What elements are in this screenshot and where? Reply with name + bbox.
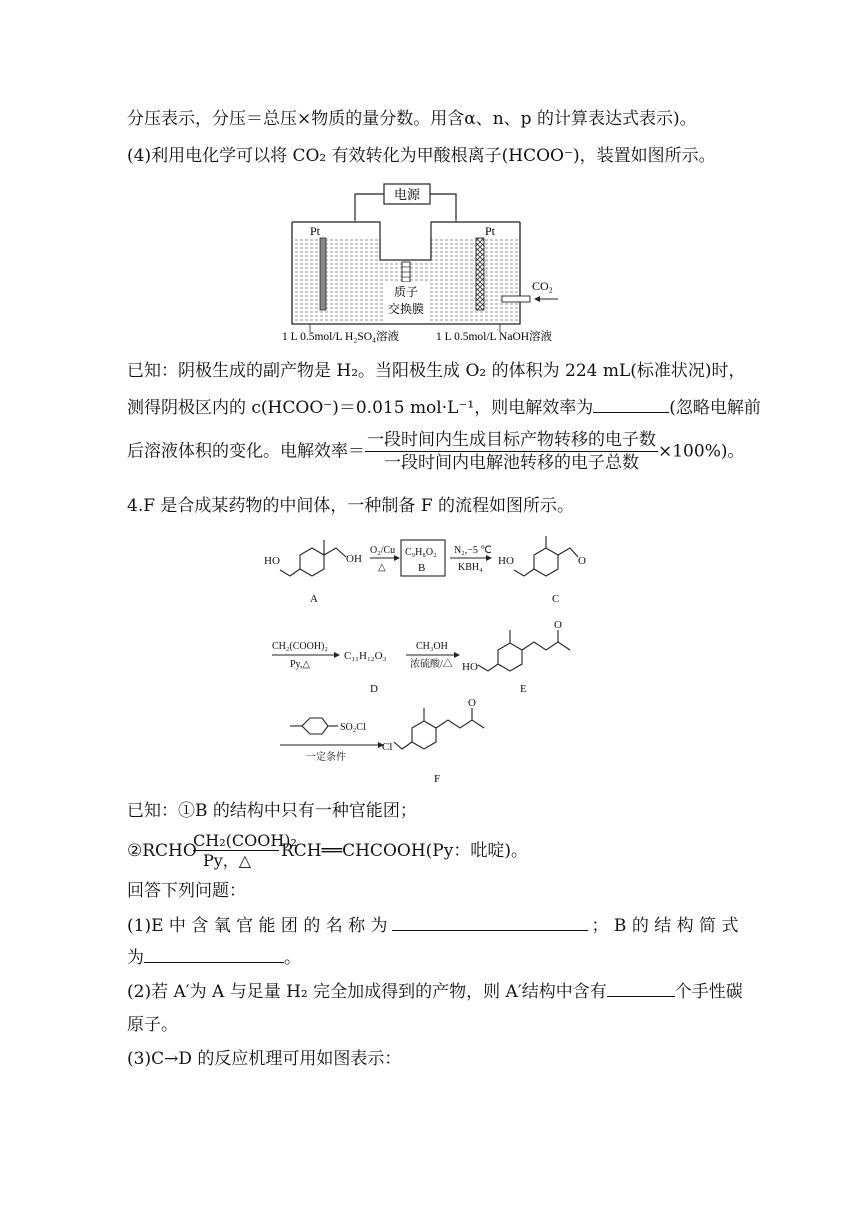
power-label: 电源 [393, 187, 421, 202]
compound-c-label: C [552, 593, 560, 605]
reagent-label: 浓硫酸/△ [410, 659, 453, 670]
answer-blank[interactable] [144, 946, 284, 963]
text-segment: (2)若 A′为 A 与足量 H₂ 完全加成得到的产物，则 A′结构中含有 [127, 982, 607, 1002]
cathode-electrode [476, 238, 484, 310]
text-line: 回答下列问题： [127, 881, 246, 901]
reagent-label: Py,△ [290, 659, 311, 670]
ho-label: HO [498, 555, 514, 567]
reagent-label: N₂,−5 ℃ [454, 545, 492, 556]
electrolysis-cell-diagram [280, 182, 590, 344]
fraction-denominator: 一段时间内电解池转移的电子总数 [384, 453, 639, 473]
reagent-label: △ [378, 562, 386, 573]
compound-b-formula: C₉H₈O₂ [405, 547, 437, 558]
ho-label: HO [462, 661, 478, 673]
cl-label: Cl [382, 741, 393, 753]
text-line: 分压表示，分压＝总压×物质的量分数。用含α、n、p 的计算表达式表示)。 [127, 109, 697, 129]
reagent-label: KBH₄ [458, 562, 483, 573]
o-label: O [554, 619, 562, 631]
text-segment: ②RCHO [127, 841, 197, 861]
synthesis-scheme [262, 530, 602, 788]
compound-e-label: E [520, 683, 527, 695]
text-segment: 。 [284, 948, 301, 968]
efficiency-fraction [365, 430, 658, 473]
reagent-label: CH₃OH [416, 641, 448, 652]
co2-label: CO₂ [532, 279, 553, 293]
right-solution-label: 1 L 0.5mol/L NaOH溶液 [436, 331, 553, 343]
text-line [127, 980, 743, 1003]
reagent-label: O₂/Cu [370, 545, 396, 556]
o-label: O [578, 555, 586, 567]
text-line [127, 914, 739, 937]
reagent-label: SO₂Cl [340, 722, 366, 733]
compound-a-label: A [310, 593, 318, 605]
text-line: 原子。 [127, 1015, 178, 1035]
text-line [127, 946, 301, 969]
pt-left-label: Pt [310, 224, 321, 238]
question-heading: 4.F 是合成某药物的中间体，一种制备 F 的流程如图所示。 [127, 496, 575, 516]
reaction-condition-top: CH₂(COOH)₂ [193, 831, 297, 850]
oh-label: OH [346, 553, 362, 565]
reaction-condition-bottom: Py，△ [203, 851, 252, 870]
membrane-label: 交换膜 [387, 302, 425, 316]
ho-label: HO [264, 555, 280, 567]
o-label: O [468, 697, 476, 709]
anode-electrode [320, 238, 326, 310]
text-line: (4)利用电化学可以将 CO₂ 有效转化为甲酸根离子(HCOO⁻)，装置如图所示。 [127, 146, 716, 166]
pt-right-label: Pt [485, 224, 496, 238]
text-segment: 测得阴极区内的 c(HCOO⁻)＝0.015 mol·L⁻¹，则电解效率为 [127, 398, 594, 418]
text-segment: 个手性碳 [674, 982, 743, 1002]
compound-d-formula: C₁₁H₁₂O₃ [344, 650, 387, 662]
text-segment: (1)E 中 含 氧 官 能 团 的 名 称 为 [127, 916, 388, 936]
compound-f-label: F [434, 773, 441, 785]
text-segment: 后溶液体积的变化。电解效率＝ [127, 441, 365, 462]
text-line: (3)C→D 的反应机理可用如图表示： [127, 1049, 402, 1069]
text-segment: ×100%)。 [658, 441, 745, 462]
reagent-label: 一定条件 [306, 752, 346, 763]
answer-blank[interactable] [593, 396, 669, 413]
compound-b-label: B [418, 562, 426, 574]
text-line [127, 430, 744, 473]
text-segment: RCH══CHCOOH(Py：吡啶)。 [281, 841, 528, 861]
text-segment: (忽略电解前 [669, 398, 761, 418]
left-solution-label: 1 L 0.5mol/L H₂SO₄溶液 [282, 331, 400, 343]
text-segment: 为 [127, 948, 144, 968]
membrane-label: 质子 [393, 285, 419, 299]
text-line: 已知：阴极生成的副产物是 H₂。当阳极生成 O₂ 的体积为 224 mL(标准状况)时， [127, 361, 746, 381]
answer-blank[interactable] [392, 914, 588, 931]
answer-blank[interactable] [607, 980, 675, 997]
text-line: 已知：①B 的结构中只有一种官能团； [127, 801, 417, 821]
fraction-numerator: 一段时间内生成目标产物转移的电子数 [367, 430, 656, 450]
reagent-label: CH₂(COOH)₂ [272, 641, 328, 652]
compound-d-label: D [370, 683, 378, 695]
text-line [127, 396, 761, 419]
text-segment: ； B 的 结 构 简 式 [591, 916, 739, 936]
